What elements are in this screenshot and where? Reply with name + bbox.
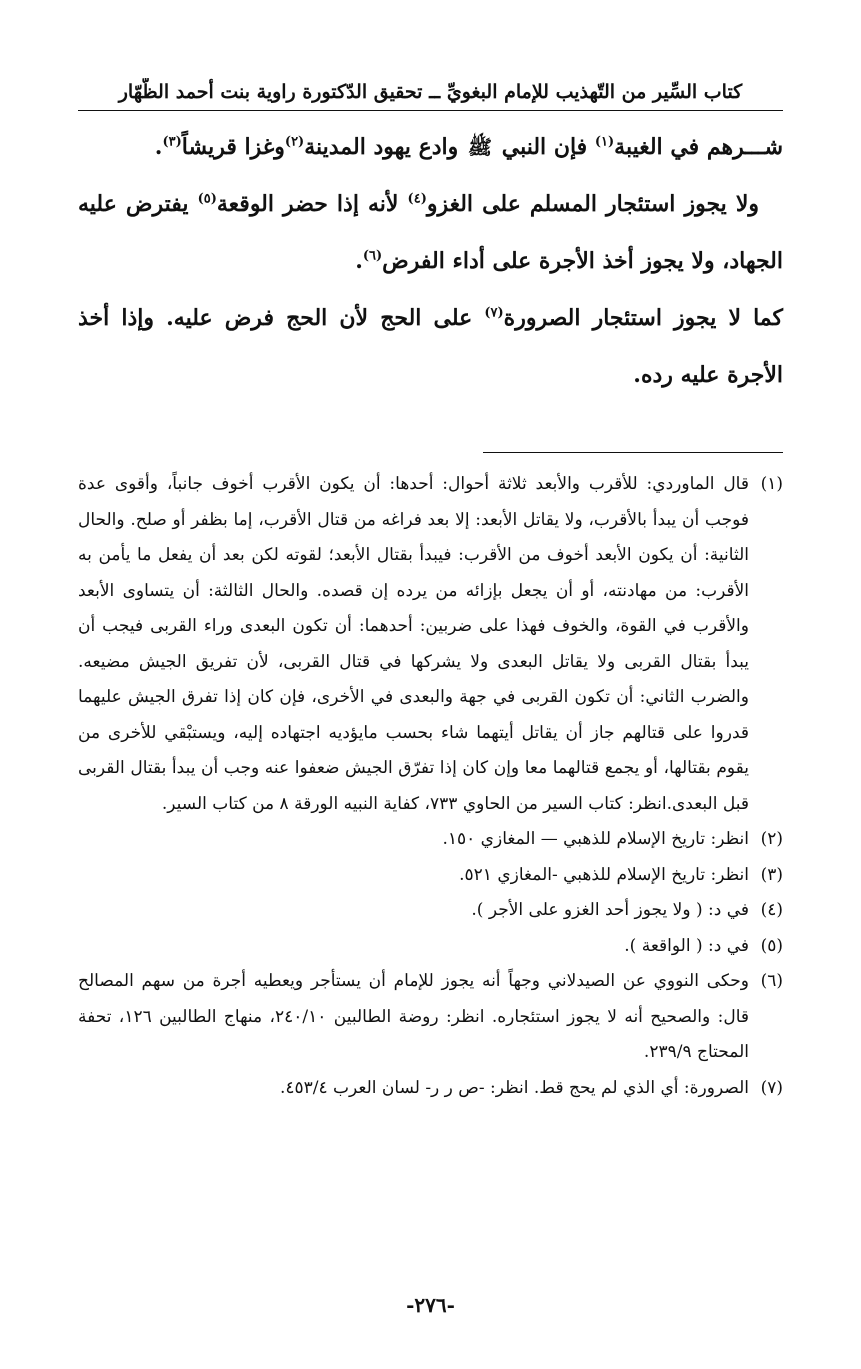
footnote-2	[78, 822, 783, 858]
footnote-ref-2[interactable]: (٢)	[284, 134, 305, 150]
main-text-span: وغزا قريشاً	[181, 134, 285, 160]
running-header: كتاب السِّير من التّهذيب للإمام البغويِّ ــ تحقيق الدّكتورة راوية بنت أحمد الظّهّار	[118, 81, 743, 103]
footnote-text: في د: ( الواقعة ).	[624, 935, 749, 956]
footnote-text: الصرورة: أي الذي لم يحج قط. انظر: -ص ر ر- لسان العرب ٤٥٣/٤.	[279, 1077, 749, 1098]
footnote-ref-3[interactable]: (٣)	[162, 134, 182, 150]
footnote-text: قال الماوردي: للأقرب والأبعد ثلاثة أحوال: أحدها: أن يكون الأقرب أخوف جانباً، وأقوى عدة فوجب أن يبدأ بالأقرب، ولا يقاتل الأبعد: إلا بعد فراغه من قتال الأقرب، إما بظفر أو صلح. والحال الثانية: أن يكون الأبعد أخوف من الأقرب: فيبدأ بقتال الأبعد؛ لقوته لكن بعد أن يفعل ما يأمن به الأقرب: من مهادنته، أو أن يجعل بإزائه من يرده إن قصده. والحال الثالثة: أن يتساوى الأبعد والأقرب في القوة، والخوف فهذا على ضربين: أحدهما: أن تكون البعدى وراء القربى فيجب أن يبدأ بقتال القربى ولا يقاتل البعدى ولا يشركها في قتال القربى، لأن تفريق الجيش مضيعه. والضرب الثاني: أن تكون القربى في جهة والبعدى في الأخرى، فإن كان إذا تفرق الجيش عليهما قدروا على قتالهم جاز أن يقاتل أيتهما شاء بحسب مايؤديه اجتهاده إليه، ويستبْقي للأخرى من يقوم بقتالها، أو يجمع قتالهما معا وإن كان إذا تفرّق الجيش ضعفوا عنه وجب أن يبدأ بقتال القربى قبل البعدى.انظر: كتاب السير من الحاوي ٧٣٣، كفاية النبيه الورقة ٨ من كتاب السير.	[78, 474, 749, 814]
footnote-text: في د: ( ولا يجوز أحد الغزو على الأجر ).	[471, 900, 749, 920]
main-text-span: على الحج لأن الحج فرض عليه. وإذا أخذ الأجرة عليه رده.	[78, 305, 783, 388]
footnote-ref-6[interactable]: (٦)	[362, 248, 383, 264]
footnote-number: (٥)	[760, 935, 783, 956]
footnote-6	[78, 964, 783, 1071]
main-text-span: لأنه إذا حضر الوقعة	[216, 191, 408, 217]
main-text-span: يفترض عليه الجهاد، ولا يجوز أخذ الأجرة على أداء الفرض	[78, 191, 783, 274]
footnote-7	[78, 1071, 783, 1107]
footnote-number: (٢)	[760, 829, 783, 849]
main-text-span: فإن النبي	[494, 134, 595, 160]
main-text-span: .	[355, 248, 363, 274]
footnote-text: انظر: تاريخ الإسلام للذهبي -المغازي ٥٢١.	[459, 864, 749, 885]
footnote-number: (٤)	[760, 900, 783, 920]
salawat-glyph: ﷺ	[467, 135, 493, 159]
main-text-span: ولا يجوز استئجار المسلم على الغزو	[426, 191, 760, 217]
main-text-span: كما لا يجوز استئجار الصرورة	[503, 305, 783, 331]
main-paragraph-3	[78, 290, 783, 404]
footnote-ref-5[interactable]: (٥)	[197, 191, 217, 207]
footnote-5	[78, 929, 783, 965]
main-text	[78, 119, 783, 404]
book-page	[78, 78, 783, 1338]
footnote-text: وحكى النووي عن الصيدلاني وجهاً أنه يجوز للإمام أن يستأجر ويعطيه أجرة من سهم المصالح قال: والصحيح أنه لا يجوز استئجاره. انظر: روضة الطالبين ٢٤٠/١٠، منهاج الطالبين ١٢٦، تحفة المحتاج ٢٣٩/٩.	[78, 971, 749, 1062]
footnote-number: (٦)	[760, 971, 783, 991]
main-text-span: وادع يهود المدينة	[304, 134, 466, 160]
footnote-number: (١)	[760, 474, 783, 494]
footnote-ref-7[interactable]: (٧)	[484, 305, 504, 321]
footnote-separator	[483, 452, 783, 453]
footnotes	[78, 467, 783, 1106]
main-text-span: .	[154, 134, 163, 160]
page-number: -٢٧٦-	[406, 1293, 455, 1317]
main-paragraph-1	[78, 119, 783, 176]
footnote-number: (٧)	[760, 1077, 783, 1098]
footnote-1	[78, 467, 783, 822]
footnote-ref-4[interactable]: (٤)	[407, 191, 427, 207]
footnote-number: (٣)	[760, 864, 783, 885]
main-paragraph-2	[78, 176, 783, 290]
footnote-3	[78, 858, 783, 894]
footnote-ref-1[interactable]: (١)	[594, 134, 615, 150]
main-text-span: شـــرهم في الغيبة	[614, 134, 783, 160]
footnote-4	[78, 893, 783, 929]
footnote-text: انظر: تاريخ الإسلام للذهبي — المغازي ١٥٠.	[442, 829, 749, 849]
header-rule	[78, 110, 783, 111]
